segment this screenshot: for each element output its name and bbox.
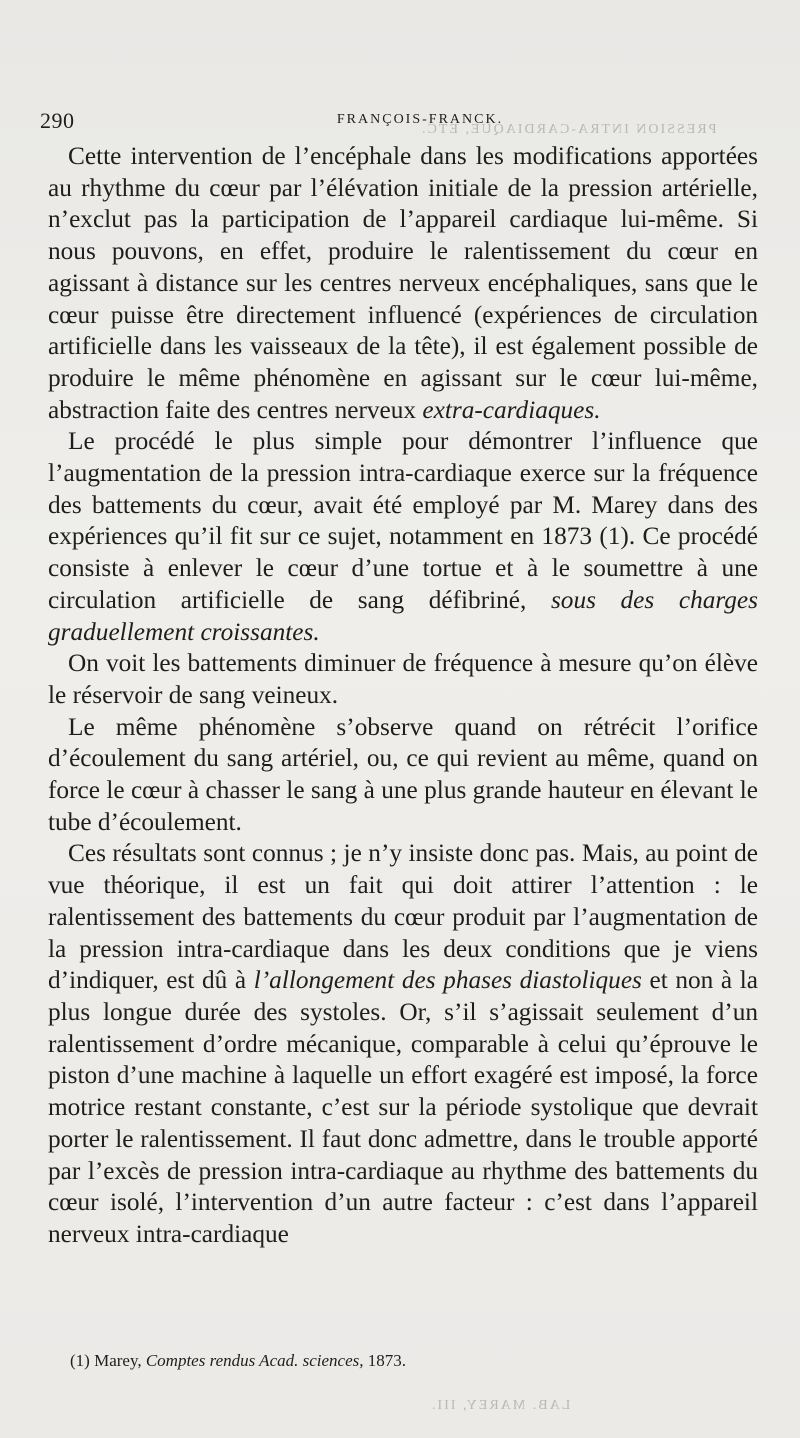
show-through-text-top: PRESSION INTRA-CARDIAQUE, ETC. — [420, 122, 717, 137]
page-header — [40, 108, 760, 136]
show-through-text-bottom: LAB. MAREY, III. — [430, 1398, 571, 1413]
paragraph: Le même phénomène s’observe quand on rétrécit l’orifice d’écoulement du sang artériel, ou, ce qui revient au même, quand on force le cœur à chasser le sang à une plus grande hauteur en élevant le tube d’écoulement. — [48, 712, 758, 836]
italic-term: sous des charges graduellement croissantes. — [48, 585, 759, 646]
footnote-author: Marey, — [94, 1351, 142, 1370]
italic-term: l’allongement des phases diastoliques — [253, 966, 642, 995]
paragraph: Cette intervention de l’encéphale dans les modifications apportées au rhythme du cœur par l’élévation initiale de la pression artérielle, n’exclut pas la participation de l’appareil cardiaque lui-même. Si nous pouvons, en effet, produire le ralentissement du cœur en agissant à distance sur les centres nerveux encéphaliques, sans que le cœur puisse être directement influencé (expériences de circulation artificielle dans les vaisseaux de la tête), il est également possible de produire le même phénomène en agissant sur le cœur lui-même, abstraction faite des centres nerveux extra-cardiaques. — [48, 142, 758, 424]
body-text — [48, 141, 758, 1251]
running-head: FRANÇOIS-FRANCK. — [336, 112, 504, 127]
paragraph: Le procédé le plus simple pour démontrer l’influence que l’augmentation de la pression intra-cardiaque exerce sur la fréquence des battements du cœur, avait été employé par M. Marey dans des expériences qu’il fit sur ce sujet, notamment en 1873 (1). Ce procédé consiste à enlever le cœur d’une tortue et à le soumettre à une circulation artificielle de sang défibriné, sous des charges graduellement croissantes. — [48, 427, 759, 646]
footnote — [70, 1350, 760, 1372]
footnote-number: (1) — [70, 1351, 90, 1370]
page-number: 290 — [40, 108, 75, 133]
paragraph: On voit les battements diminuer de fréquence à mesure qu’on élève le réservoir de sang veineux. — [48, 649, 758, 709]
italic-term: extra-cardiaques. — [422, 395, 601, 424]
paragraph: Ces résultats sont connus ; je n’y insiste donc pas. Mais, au point de vue théorique, il est un fait qui doit attirer l’attention : le ralentissement des battements du cœur produit par l’augmentation de la pression intra-cardiaque dans les deux conditions que je viens d’indiquer, est dû à l’allongement des phases diastoliques et non à la plus longue durée des systoles. Or, s’il s’agissait seulement d’un ralentissement d’ordre mécanique, comparable à celui qu’éprouve le piston d’une machine à laquelle un effort exagéré est imposé, la force motrice restant constante, c’est sur la période systolique que devrait porter le ralentissement. Il faut donc admettre, dans le trouble apporté par l’excès de pression intra-cardiaque au rhythme des battements du cœur isolé, l’intervention d’un autre facteur : c’est dans l’appareil nerveux intra-cardiaque — [48, 839, 759, 1248]
footnote-year: 1873. — [367, 1351, 406, 1370]
footnote-title: Comptes rendus Acad. sciences, — [145, 1351, 364, 1370]
